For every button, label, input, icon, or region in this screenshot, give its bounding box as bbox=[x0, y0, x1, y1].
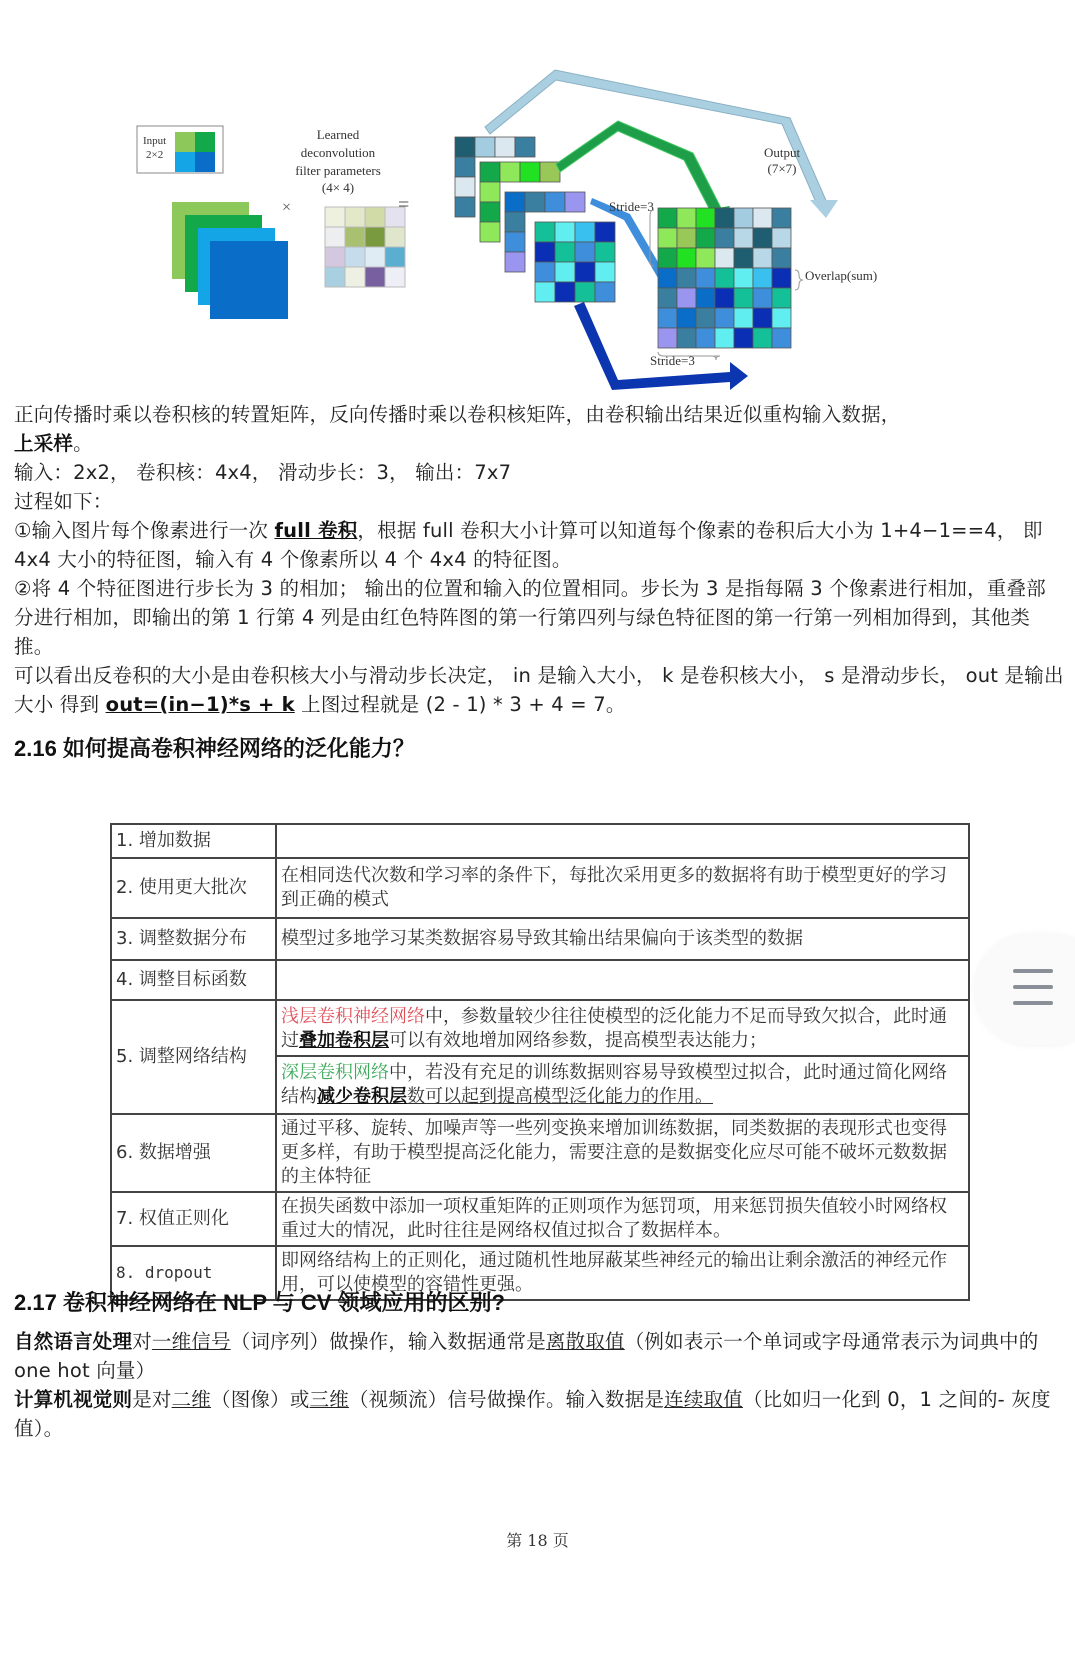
row-key: 8. dropout bbox=[111, 1246, 276, 1300]
row-key: 2. 使用更大批次 bbox=[111, 858, 276, 918]
table-row bbox=[111, 1192, 969, 1246]
deep-network-note: 深层卷积网络中，若没有充足的训练数据则容易导致模型过拟合，此时通过简化网络结构减少卷积层数可以起到提高模型泛化能力的作用。 bbox=[277, 1055, 968, 1111]
intro-process-label: 过程如下： bbox=[14, 490, 113, 513]
filter-grid-4x4 bbox=[325, 207, 405, 287]
section-217-body bbox=[14, 1327, 1064, 1443]
row-key: 7. 权值正则化 bbox=[111, 1192, 276, 1246]
svg-text:deconvolution: deconvolution bbox=[300, 145, 376, 160]
row-key: 3. 调整数据分布 bbox=[111, 918, 276, 960]
table-row bbox=[111, 1114, 969, 1192]
overlap-label: Overlap(sum) bbox=[805, 268, 878, 283]
table-row bbox=[111, 1000, 969, 1114]
svg-text:(4× 4): (4× 4) bbox=[321, 180, 355, 195]
stride-label-top: Stride=3 bbox=[609, 199, 654, 214]
row-key: 1. 增加数据 bbox=[111, 824, 276, 858]
intro-step-2: ②将 4 个特征图进行步长为 3 的相加； 输出的位置和输入的位置相同。步长为 3 是指每隔 3 个像素进行相加，重叠部分进行相加，即输出的第 1 行第 4 列是由红色特阵图的第一行第四列与绿色特征图的第一行第一列相加得到，其他类推。 bbox=[14, 577, 1046, 658]
input-size: 2×2 bbox=[146, 149, 164, 161]
filter-label bbox=[295, 127, 381, 195]
intro-line-2: 上采样。 bbox=[14, 432, 93, 455]
floating-menu-button[interactable] bbox=[975, 935, 1075, 1045]
intro-text bbox=[14, 400, 1064, 719]
equals-symbol: = bbox=[398, 194, 410, 216]
intro-summary: 可以看出反卷积的大小是由卷积核大小与滑动步长决定， in 是输入大小， k 是卷积核大小， s 是滑动步长， out 是输出大小 得到 out=(in−1)*s + k 上图过程就是 (2 - 1) * 3 + 4 = 7。 bbox=[14, 664, 1064, 716]
section-216-title: 2.16 如何提高卷积神经网络的泛化能力？ bbox=[14, 736, 415, 761]
deconvolution-figure bbox=[0, 0, 1075, 410]
input-label: Input bbox=[143, 135, 167, 147]
shallow-network-note: 浅层卷积神经网络中，参数量较少往往使模型的泛化能力不足而导致欠拟合，此时通过叠加卷积层可以有效地增加网络参数，提高模型表达能力； bbox=[281, 1006, 947, 1051]
table-row bbox=[111, 960, 969, 1000]
output-label: Output bbox=[763, 145, 801, 160]
row-value: 在相同迭代次数和学习率的条件下，每批次采用更多的数据将有助于模型更好的学习到正确的模式 bbox=[276, 858, 969, 918]
feature-map-4 bbox=[535, 222, 615, 302]
row-value bbox=[276, 960, 969, 1000]
overlap-brace bbox=[795, 270, 803, 290]
intro-line-1: 正向传播时乘以卷积核的转置矩阵，反向传播时乘以卷积核矩阵，由卷积输出结果近似重构输入数据， bbox=[14, 403, 901, 426]
cv-paragraph: 计算机视觉则是对二维（图像）或三维（视频流）信号做操作。输入数据是连续取值（比如归一化到 0，1 之间的- 灰度值）。 bbox=[14, 1388, 1051, 1440]
row-key: 6. 数据增强 bbox=[111, 1114, 276, 1192]
row-key: 5. 调整网络结构 bbox=[111, 1000, 276, 1114]
stride-label-bottom: Stride=3 bbox=[650, 353, 695, 368]
row-value: 在损失函数中添加一项权重矩阵的正则项作为惩罚项，用来惩罚损失值较小时网络权重过大的情况，此时往往是网络权值过拟合了数据样本。 bbox=[276, 1192, 969, 1246]
intro-params: 输入：2x2， 卷积核：4x4， 滑动步长：3， 输出：7x7 bbox=[14, 461, 512, 484]
table-row bbox=[111, 858, 969, 918]
row-value bbox=[276, 824, 969, 858]
times-symbol: × bbox=[282, 199, 292, 216]
table-row bbox=[111, 918, 969, 960]
row-key: 4. 调整目标函数 bbox=[111, 960, 276, 1000]
nlp-paragraph: 自然语言处理对一维信号（词序列）做操作，输入数据通常是离散取值（例如表示一个单词或字母通常表示为词典中的 one hot 向量） bbox=[14, 1330, 1039, 1382]
row-value bbox=[276, 1000, 969, 1114]
generalization-table bbox=[110, 823, 970, 1301]
row-value: 模型过多地学习某类数据容易导致其输出结果偏向于该类型的数据 bbox=[276, 918, 969, 960]
input-legend-box bbox=[137, 126, 223, 173]
row-value: 通过平移、旋转、加噪声等一些列变换来增加训练数据，同类数据的表现形式也变得更多样，有助于模型提高泛化能力，需要注意的是数据变化应尽可能不破坏元数数据的主体特征 bbox=[276, 1114, 969, 1192]
output-size: (7×7) bbox=[767, 161, 797, 176]
svg-text:filter parameters: filter parameters bbox=[295, 163, 381, 178]
svg-text:Learned: Learned bbox=[316, 127, 360, 142]
section-217-title: 2.17 卷积神经网络在 NLP 与 CV 领域应用的区别? bbox=[14, 1290, 505, 1315]
table-row bbox=[111, 824, 969, 858]
page-number: 第 18 页 bbox=[506, 1531, 569, 1550]
input-channel-stack bbox=[172, 202, 288, 319]
intro-step-1: ①输入图片每个像素进行一次 full 卷积，根据 full 卷积大小计算可以知道每个像素的卷积后大小为 1+4−1==4， 即 4x4 大小的特征图，输入有 4 个像素所以 4 个 4x4 的特征图。 bbox=[14, 519, 1043, 571]
row-value: 即网络结构上的正则化，通过随机性地屏蔽某些神经元的输出让剩余激活的神经元作用，可以使模型的容错性更强。 bbox=[276, 1246, 969, 1300]
output-grid-7x7 bbox=[658, 208, 791, 348]
